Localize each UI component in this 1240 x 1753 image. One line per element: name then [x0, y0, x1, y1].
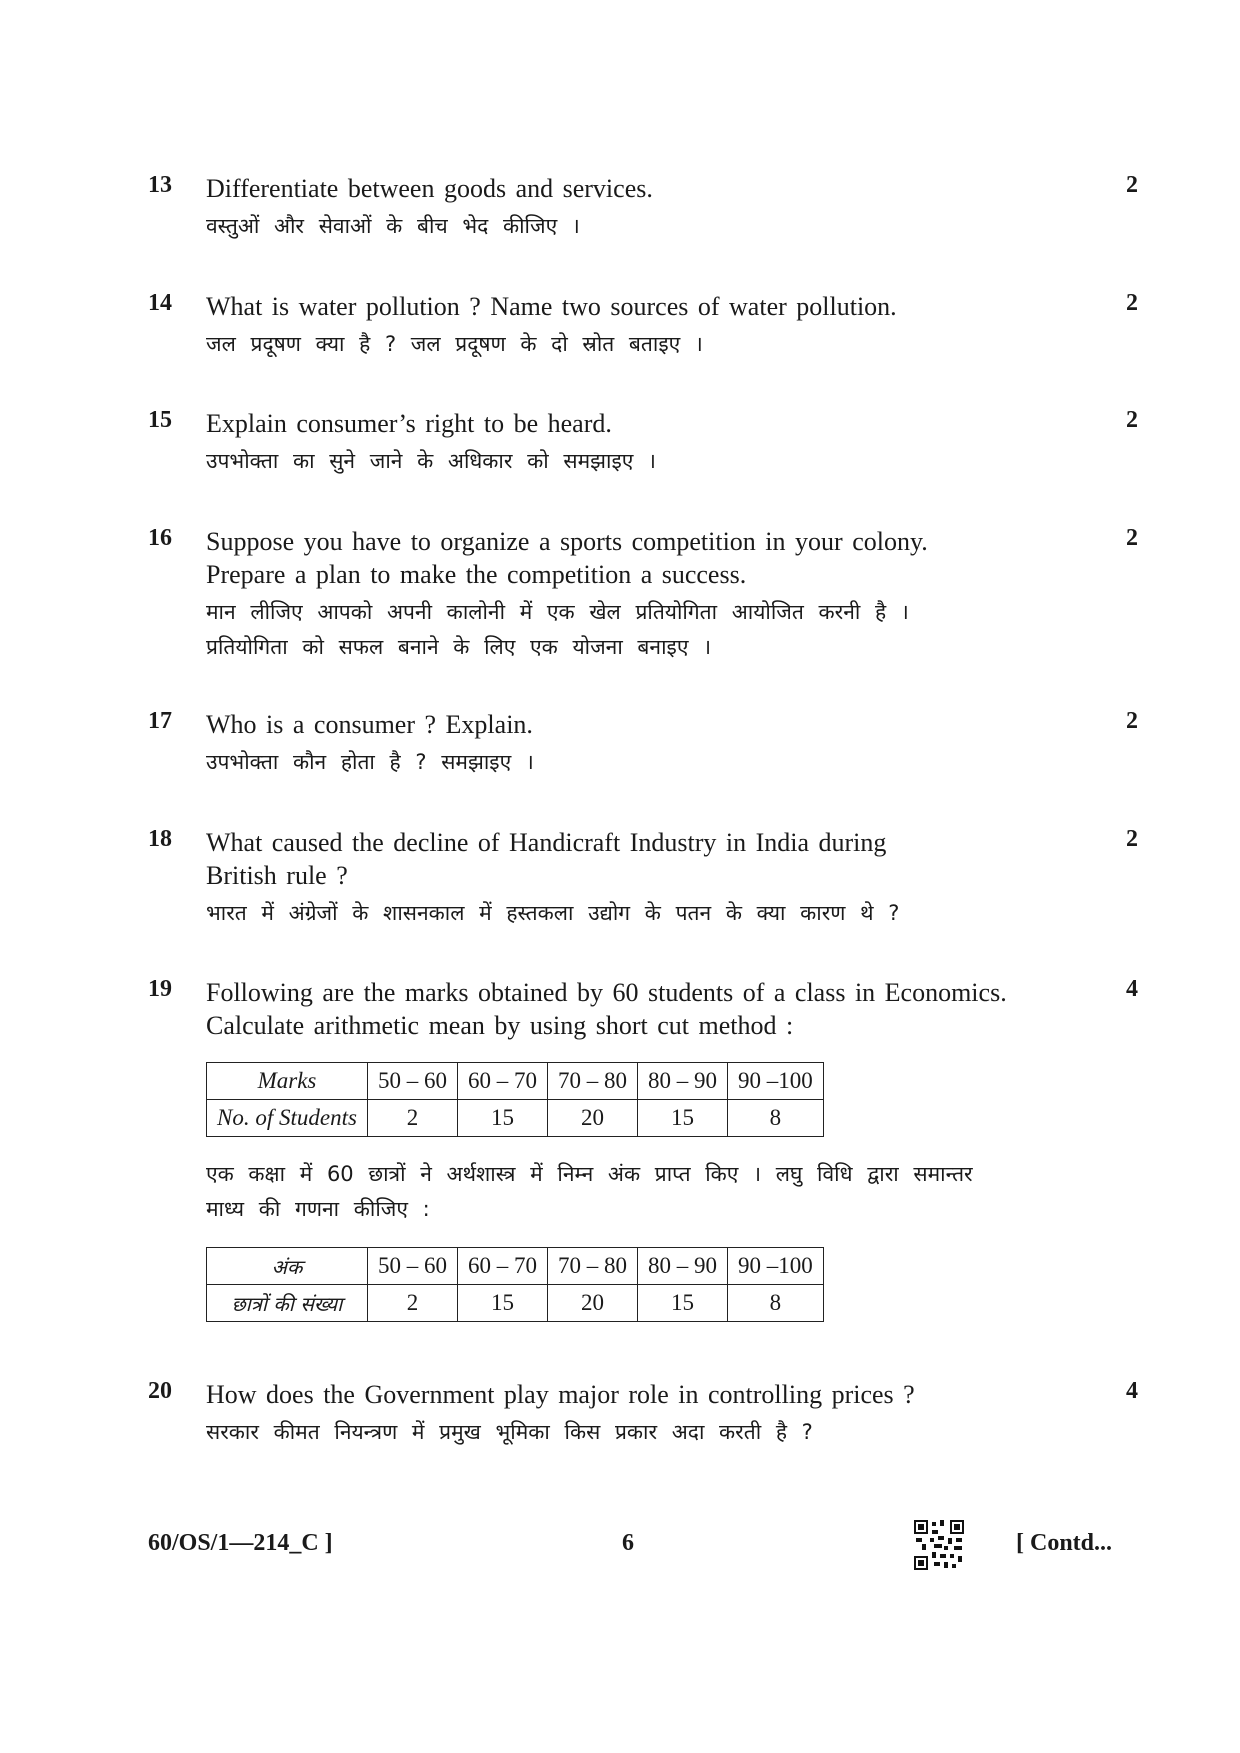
question-marks: 2 [1126, 407, 1138, 433]
table-cell: 8 [728, 1100, 824, 1137]
question-number: 14 [148, 290, 172, 316]
question-text-hi: वस्तुओं और सेवाओं के बीच भेद कीजिए । [206, 214, 580, 238]
table-cell: 60 – 70 [458, 1063, 548, 1100]
question-text-hi: सरकार कीमत नियन्त्रण में प्रमुख भूमिका किस प्रकार अदा करती है ? [206, 1420, 813, 1444]
question-text-en: Differentiate between goods and services. [206, 174, 653, 203]
question-marks: 4 [1126, 976, 1138, 1002]
question-number: 17 [148, 708, 172, 734]
table-cell: 90 –100 [728, 1063, 824, 1100]
question-text-hi: प्रतियोगिता को सफल बनाने के लिए एक योजना बनाइए । [206, 635, 712, 659]
question-number: 13 [148, 172, 172, 198]
question-15 [148, 407, 1138, 479]
table-header: Marks [207, 1063, 368, 1100]
question-text-hi: जल प्रदूषण क्या है ? जल प्रदूषण के दो स्रोत बताइए । [206, 332, 703, 356]
table-row [207, 1100, 824, 1137]
question-marks: 2 [1126, 172, 1138, 198]
table-row [207, 1248, 824, 1285]
question-text-hi: उपभोक्ता कौन होता है ? समझाइए । [206, 750, 534, 774]
qr-code-icon [914, 1520, 964, 1570]
question-text-hi: एक कक्षा में 60 छात्रों ने अर्थशास्त्र में निम्न अंक प्राप्त किए । लघु विधि द्वारा समान्तर [206, 1162, 973, 1186]
table-row [207, 1063, 824, 1100]
question-text-en: Prepare a plan to make the competition a success. [206, 560, 747, 589]
question-number: 16 [148, 525, 172, 551]
table-cell: 70 – 80 [548, 1063, 638, 1100]
table-cell: 15 [458, 1100, 548, 1137]
question-17 [148, 708, 1138, 780]
question-text-en: Explain consumer’s right to be heard. [206, 409, 612, 438]
table-header: छात्रों की संख्या [207, 1285, 368, 1322]
question-text-en: Calculate arithmetic mean by using short cut method : [206, 1011, 794, 1040]
question-text-hi: भारत में अंग्रेजों के शासनकाल में हस्तकला उद्योग के पतन के क्या कारण थे ? [206, 901, 900, 925]
question-18 [148, 826, 1138, 931]
question-marks: 4 [1126, 1378, 1138, 1404]
table-cell: 8 [728, 1285, 824, 1322]
question-20 [148, 1378, 1138, 1450]
table-cell: 50 – 60 [368, 1248, 458, 1285]
question-19 [148, 976, 1138, 1342]
question-text-en: British rule ? [206, 861, 348, 890]
table-cell: 80 – 90 [638, 1063, 728, 1100]
question-14 [148, 290, 1138, 362]
question-marks: 2 [1126, 826, 1138, 852]
question-text-hi: माध्य की गणना कीजिए : [206, 1197, 430, 1221]
table-cell: 70 – 80 [548, 1248, 638, 1285]
table-cell: 50 – 60 [368, 1063, 458, 1100]
question-text-en: What caused the decline of Handicraft Industry in India during [206, 828, 887, 857]
table-cell: 15 [458, 1285, 548, 1322]
question-marks: 2 [1126, 525, 1138, 551]
question-text-hi: उपभोक्ता का सुने जाने के अधिकार को समझाइए । [206, 449, 656, 473]
table-header: No. of Students [207, 1100, 368, 1137]
continued-label: [ Contd... [1016, 1530, 1113, 1556]
table-row [207, 1285, 824, 1322]
page-number: 6 [622, 1530, 634, 1556]
table-cell: 20 [548, 1100, 638, 1137]
question-13 [148, 172, 1138, 244]
marks-table-en [206, 1062, 824, 1137]
question-text-en: Who is a consumer ? Explain. [206, 710, 533, 739]
question-marks: 2 [1126, 708, 1138, 734]
table-cell: 20 [548, 1285, 638, 1322]
paper-code: 60/OS/1—214_C ] [148, 1530, 333, 1556]
question-number: 19 [148, 976, 172, 1002]
table-cell: 90 –100 [728, 1248, 824, 1285]
table-cell: 15 [638, 1285, 728, 1322]
question-text-en: How does the Government play major role in controlling prices ? [206, 1380, 915, 1409]
question-16 [148, 525, 1138, 665]
table-cell: 80 – 90 [638, 1248, 728, 1285]
question-text-en: Suppose you have to organize a sports competition in your colony. [206, 527, 928, 556]
question-text-en: Following are the marks obtained by 60 students of a class in Economics. [206, 978, 1007, 1007]
question-number: 20 [148, 1378, 172, 1404]
question-marks: 2 [1126, 290, 1138, 316]
table-cell: 2 [368, 1285, 458, 1322]
question-number: 15 [148, 407, 172, 433]
table-cell: 15 [638, 1100, 728, 1137]
table-cell: 60 – 70 [458, 1248, 548, 1285]
marks-table-hi [206, 1247, 824, 1322]
table-header: अंक [207, 1248, 368, 1285]
question-text-hi: मान लीजिए आपको अपनी कालोनी में एक खेल प्रतियोगिता आयोजित करनी है । [206, 600, 909, 624]
question-text-en: What is water pollution ? Name two sources of water pollution. [206, 292, 897, 321]
table-cell: 2 [368, 1100, 458, 1137]
question-number: 18 [148, 826, 172, 852]
